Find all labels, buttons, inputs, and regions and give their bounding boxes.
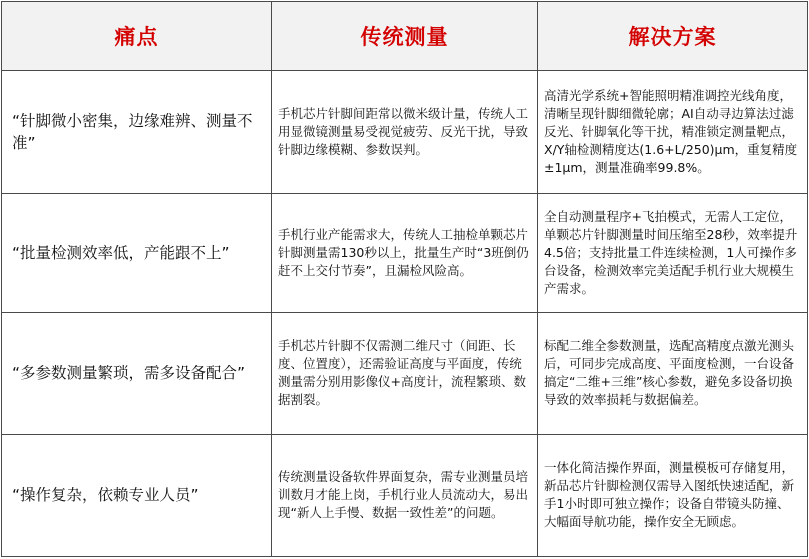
- solution-cell: 高清光学系统+智能照明精准调控光线角度，清晰呈现针脚细微轮廓；AI自动寻边算法过滤反光、针脚氧化等干扰，精准锁定测量靶点，X/Y轴检测精度达(1.6+L/250)μm，重复精度±1μm，测量准确率99.8%。: [538, 71, 808, 193]
- pain-point-cell: “批量检测效率低，产能跟不上”: [2, 193, 272, 312]
- solution-cell: 标配二维全参数测量，选配高精度点激光测头后，可同步完成高度、平面度检测，一台设备搞定“二维+三维”核心参数，避免多设备切换导致的效率损耗与数据偏差。: [538, 313, 808, 434]
- table-row: [2, 434, 808, 556]
- table-row: [2, 313, 808, 434]
- header-row: [2, 2, 808, 71]
- traditional-cell: 手机芯片针脚间距常以微米级计量，传统人工用显微镜测量易受视觉疲劳、反光干扰，导致针脚边缘模糊、参数误判。: [272, 71, 538, 193]
- header-traditional-measurement: 传统测量: [272, 2, 538, 71]
- pain-point-cell: “针脚微小密集，边缘难辨、测量不准”: [2, 71, 272, 193]
- traditional-cell: 手机行业产能需求大，传统人工抽检单颗芯片针脚测量需130秒以上，批量生产时“3班倒仍赶不上交付节奏”，且漏检风险高。: [272, 193, 538, 312]
- solution-cell: 一体化简洁操作界面，测量模板可存储复用，新品芯片针脚检测仅需导入图纸快速适配，新手1小时即可独立操作；设备自带镜头防撞、大幅面导航功能，操作安全无顾虑。: [538, 434, 808, 556]
- table-row: [2, 193, 808, 312]
- solution-cell: 全自动测量程序+飞拍模式，无需人工定位，单颗芯片针脚测量时间压缩至28秒，效率提升4.5倍；支持批量工件连续检测，1人可操作多台设备，检测效率完美适配手机行业大规模生产需求。: [538, 193, 808, 312]
- pain-point-cell: “多参数测量繁琐，需多设备配合”: [2, 313, 272, 434]
- comparison-table: [1, 1, 808, 557]
- header-pain-points: 痛点: [2, 2, 272, 71]
- pain-point-cell: “操作复杂，依赖专业人员”: [2, 434, 272, 556]
- traditional-cell: 手机芯片针脚不仅需测二维尺寸（间距、长度、位置度），还需验证高度与平面度，传统测量需分别用影像仪+高度计，流程繁琐、数据割裂。: [272, 313, 538, 434]
- traditional-cell: 传统测量设备软件界面复杂，需专业测量员培训数月才能上岗，手机行业人员流动大，易出现“新人上手慢、数据一致性差”的问题。: [272, 434, 538, 556]
- header-solution: 解决方案: [538, 2, 808, 71]
- table-row: [2, 71, 808, 193]
